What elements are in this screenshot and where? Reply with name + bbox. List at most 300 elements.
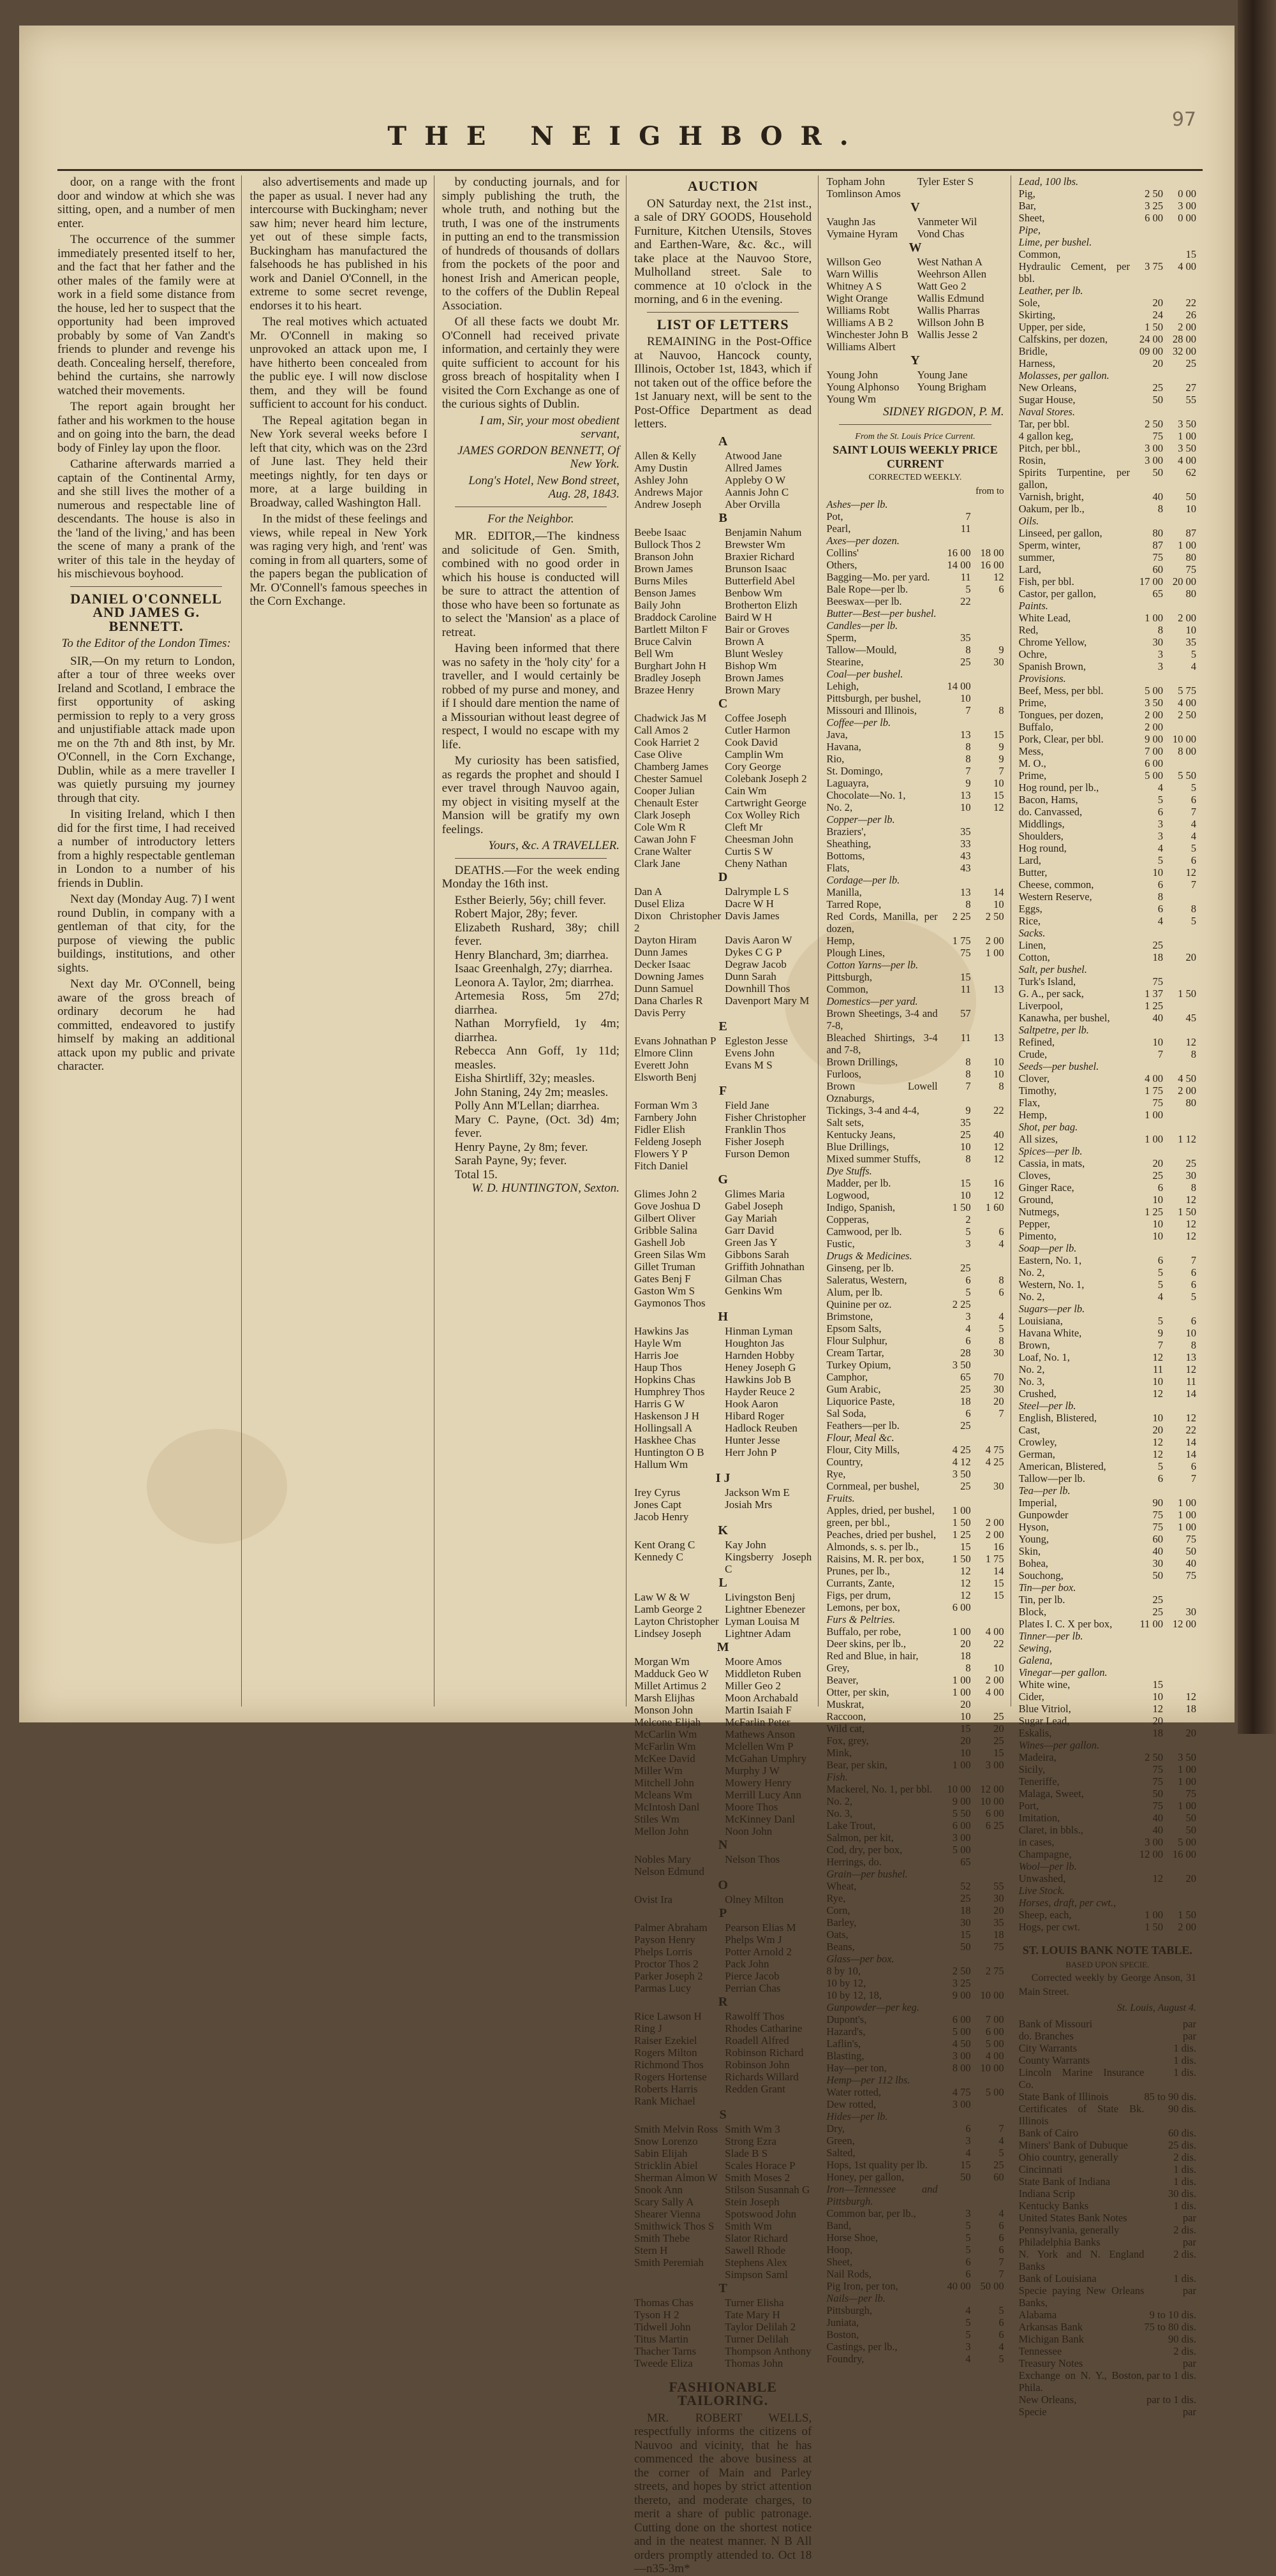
price-row xyxy=(826,1371,1004,1383)
letter-entry xyxy=(634,2269,721,2281)
price-item: Loaf, No. 1, xyxy=(1018,1351,1070,1363)
columns-container xyxy=(57,175,1203,2575)
tailoring-heading: FASHIONABLE TAILORING. xyxy=(669,2378,777,2408)
price-value xyxy=(1163,224,1196,236)
price-row xyxy=(826,1625,1004,1638)
price-item: Timothy, xyxy=(1018,1084,1057,1097)
price-item: Nail Rods, xyxy=(826,2268,872,2280)
letter-entry: Kennedy C xyxy=(634,1550,683,1563)
price-row xyxy=(1019,1363,1196,1375)
price-value: 10 xyxy=(993,1056,1004,1068)
price-item: Liverpool, xyxy=(1018,1000,1063,1012)
letter-entry: Hawkins Jas xyxy=(634,1324,689,1337)
price-item: Tar, per bbl. xyxy=(1018,418,1070,430)
price-value xyxy=(1163,1678,1196,1691)
price-row xyxy=(1019,1291,1196,1303)
price-value: 30 xyxy=(993,656,1004,668)
price-item: Bohea, xyxy=(1018,1557,1048,1569)
price-item: Beeswax—per lb. xyxy=(826,595,902,607)
price-row xyxy=(1019,551,1196,563)
price-value: 8 xyxy=(998,704,1004,716)
price-row xyxy=(1019,1060,1196,1072)
price-value: 4 xyxy=(1191,830,1196,842)
letter-entry: Sherman Almon W xyxy=(634,2171,718,2184)
price-value xyxy=(1163,406,1196,418)
price-item: Imitation, xyxy=(1018,1812,1060,1824)
price-row xyxy=(1019,939,1196,951)
letter-entry: Mathews Anson xyxy=(725,1728,796,1740)
bank-rate: 1 dis. xyxy=(1173,2175,1196,2187)
letter-entry: Andrew Joseph xyxy=(634,498,702,510)
tailoring-text: MR. ROBERT WELLS, respectfully informs the citizens of Nauvoo and vicinity, that he has commenced the above business at the corner of Main and Parley streets, and hopes by strict attention thereto, and moderate charges, to merit a share of public patronage. Cutting done on the shortest notice and in the neatest manner. N B All orders promptly attended to. Oct 18—n35-3m* xyxy=(634,2411,812,2575)
price-value xyxy=(1130,1400,1163,1412)
price-row xyxy=(1019,1048,1196,1060)
price-value: 25 xyxy=(1152,1169,1163,1181)
bank-row xyxy=(1019,2066,1196,2091)
price-value: 4 xyxy=(965,2304,971,2316)
letter-entry: Dacre W H xyxy=(725,897,774,910)
death-entry: Henry Payne, 2y 8m; fever. xyxy=(454,1140,588,1154)
price-row xyxy=(1019,903,1196,915)
price-row xyxy=(1019,745,1196,757)
price-value: 12 xyxy=(1185,1194,1196,1206)
bank-name: Arkansas Bank xyxy=(1018,2320,1083,2333)
price-row xyxy=(1019,1206,1196,1218)
letter-entry: Appleby O W xyxy=(725,473,786,486)
price-row xyxy=(1019,1436,1196,1448)
price-row xyxy=(1019,1145,1196,1157)
price-value: 13 xyxy=(960,729,971,741)
price-item: Oakum, per lb., xyxy=(1018,503,1085,515)
price-row xyxy=(826,729,1004,741)
price-value: 22 xyxy=(1185,1424,1196,1436)
price-value: 6 xyxy=(965,1407,971,1419)
column-4 xyxy=(634,175,819,2575)
price-item: Castings, per lb., xyxy=(826,2341,898,2353)
price-item: Brown Lowell Oznaburgs, xyxy=(826,1080,938,1104)
letter-entry: Mcleans Wm xyxy=(634,1788,692,1801)
bank-row xyxy=(1019,2236,1196,2248)
price-row xyxy=(1019,1703,1196,1715)
price-row xyxy=(1019,1678,1196,1691)
price-row xyxy=(826,2256,1004,2268)
price-value: 4 00 xyxy=(985,1686,1004,1698)
price-value: 20 xyxy=(960,1638,971,1650)
price-value: 9 xyxy=(998,644,1004,656)
letter-entry: Jackson Wm E xyxy=(725,1486,790,1499)
price-value: 6 xyxy=(1191,1315,1196,1327)
letter-entry: Evans M S xyxy=(725,1058,773,1071)
price-row xyxy=(1019,830,1196,842)
price-value: 1 25 xyxy=(952,1529,971,1541)
price-row xyxy=(1019,1836,1196,1848)
price-item: Middlings, xyxy=(1018,818,1065,830)
price-value: 1 00 xyxy=(1145,612,1163,624)
letter-index-heading: W xyxy=(909,241,922,255)
price-value: 5 xyxy=(1191,781,1196,794)
letter-paragraph: Next day Mr. O'Connell, being aware of the gross breach of ordinary decorum he had committed, endeavored to justify himself by making an additional attack upon my public and private character. xyxy=(57,977,235,1073)
price-value: 28 xyxy=(960,1347,971,1359)
price-value: 7 xyxy=(998,1407,1004,1419)
column-3 xyxy=(442,175,627,1706)
price-row xyxy=(1019,1521,1196,1533)
price-item: Stearine, xyxy=(826,656,864,668)
bank-row xyxy=(1019,2272,1196,2284)
price-row xyxy=(826,1722,1004,1735)
letter-entry: Stern H xyxy=(634,2244,668,2256)
letter-entry: Cory George xyxy=(725,760,782,773)
price-value: 1 00 xyxy=(1178,1521,1196,1533)
price-row xyxy=(826,1686,1004,1698)
price-value: 32 00 xyxy=(1172,345,1196,357)
price-row xyxy=(1019,648,1196,660)
price-value: 1 00 xyxy=(1178,1775,1196,1788)
price-item: Pig Iron, per ton, xyxy=(826,2280,898,2292)
letter-entry: Griffith Johnathan xyxy=(725,1260,805,1273)
price-value: 5 xyxy=(1191,1291,1196,1303)
story-paragraphs xyxy=(57,175,235,581)
price-item: Furs & Peltries. xyxy=(826,1613,896,1625)
price-value: 25 xyxy=(960,1383,971,1395)
letter-entry: Dusel Eliza xyxy=(634,897,685,910)
price-row xyxy=(1019,575,1196,588)
letter-entry: Brunson Isaac xyxy=(725,562,787,575)
price-value: 10 xyxy=(960,1747,971,1759)
price-value: 43 xyxy=(960,850,971,862)
price-value: 8 xyxy=(1191,903,1196,915)
letter-entry: Hunter Jesse xyxy=(725,1433,780,1446)
price-row xyxy=(826,2328,1004,2341)
bank-rate: par xyxy=(1182,2357,1196,2369)
letter-entry: Bruce Calvin xyxy=(634,635,692,648)
price-row xyxy=(826,510,1004,522)
price-value: 9 00 xyxy=(952,1989,971,2001)
price-value xyxy=(971,607,1004,619)
letter-entry: Everett John xyxy=(634,1058,689,1071)
letter-entry: Smith Wm 3 xyxy=(725,2122,780,2135)
price-item: Crowley, xyxy=(1018,1436,1057,1448)
price-value: 6 25 xyxy=(985,1819,1004,1832)
price-value xyxy=(971,522,1004,535)
price-value: 65 xyxy=(960,1856,971,1868)
price-value: 50 xyxy=(960,1941,971,1953)
letter-entry: Moore Thos xyxy=(725,1800,778,1813)
letters-heading: LIST OF LETTERS xyxy=(657,316,789,332)
price-value: 18 xyxy=(960,1395,971,1407)
letter-index-heading: F xyxy=(719,1083,727,1098)
price-value: 3 00 xyxy=(1145,442,1163,454)
price-value: 4 50 xyxy=(1178,1072,1196,1084)
price-item: Flats, xyxy=(826,862,850,874)
letter-entry: Heney Joseph G xyxy=(725,1361,796,1373)
letter-entry: Rawolff Thos xyxy=(725,2010,785,2022)
price-value xyxy=(1130,1654,1163,1666)
price-item: Grain—per bushel. xyxy=(826,1868,908,1880)
price-value: 65 xyxy=(1152,588,1163,600)
price-row xyxy=(826,607,1004,619)
price-row xyxy=(1019,1157,1196,1169)
price-row xyxy=(1019,527,1196,539)
price-row xyxy=(1019,188,1196,200)
letter-entry: Kingsberry Joseph C xyxy=(725,1550,812,1575)
price-value: 75 xyxy=(1152,975,1163,988)
price-value: 10 xyxy=(1185,503,1196,515)
price-value: 4 75 xyxy=(952,2086,971,2098)
article-subheading: To the Editor of the London Times: xyxy=(61,637,231,650)
price-value: 13 xyxy=(993,983,1004,995)
price-value xyxy=(971,813,1004,825)
price-value: 20 xyxy=(960,1735,971,1747)
separator xyxy=(70,586,222,587)
price-value: 3 00 xyxy=(952,1832,971,1844)
letter-entry: Gabel Joseph xyxy=(725,1199,783,1212)
price-value xyxy=(1130,1121,1163,1133)
price-value: 10 00 xyxy=(1172,733,1196,745)
price-item: in cases, xyxy=(1018,1836,1055,1848)
letter-entry: Gibbons Sarah xyxy=(725,1248,789,1261)
price-value: 3 00 xyxy=(1145,454,1163,466)
price-item: Dew rotted, xyxy=(826,2098,877,2110)
price-value xyxy=(1163,963,1196,975)
price-value: 6 xyxy=(1191,1460,1196,1472)
price-row xyxy=(826,2013,1004,2025)
price-row xyxy=(1019,624,1196,636)
price-row xyxy=(1019,1569,1196,1581)
price-value: 13 xyxy=(960,886,971,898)
price-value: 30 xyxy=(1152,1557,1163,1569)
letter-entry: Hook Aaron xyxy=(725,1397,778,1410)
price-value: 5 xyxy=(1191,915,1196,927)
price-row xyxy=(826,825,1004,838)
traveller-letter xyxy=(442,529,619,836)
price-item: Rye, xyxy=(826,1468,846,1480)
price-value xyxy=(971,1419,1004,1432)
price-value xyxy=(1163,939,1196,951)
price-row xyxy=(826,1165,1004,1177)
price-item: Sperm, xyxy=(826,632,857,644)
letter-entry: Miller Wm xyxy=(634,1764,683,1777)
price-value: 12 xyxy=(1185,1218,1196,1230)
price-value: 15 xyxy=(960,1722,971,1735)
letter-entry: Cawan John F xyxy=(634,833,697,845)
price-row xyxy=(826,947,1004,959)
price-value: 8 xyxy=(1191,1181,1196,1194)
letter-paragraph: also advertisements and made up the paper as usual. I never had any intercourse with Buckingham; never saw him; never heard him lecture, yet out of these simple facts, Buckingham has manufactured the falsehoods he has published in his work and Daniel O'Connell, in the extreme to some secret revenge, endorses it to his heart. xyxy=(249,175,427,313)
price-row xyxy=(826,2110,1004,2122)
price-value: 1 00 xyxy=(1178,1763,1196,1775)
price-row xyxy=(826,535,1004,547)
price-row xyxy=(1019,866,1196,878)
price-row xyxy=(826,1177,1004,1189)
letter-entry: Braxier Richard xyxy=(725,550,795,563)
price-item: Brown, xyxy=(1018,1339,1050,1351)
price-item: Horse Shoe, xyxy=(826,2232,878,2244)
price-item: Seeds—per bushel. xyxy=(1018,1060,1099,1072)
letter-entry: Gay Mariah xyxy=(725,1211,777,1224)
price-item: Hog round, xyxy=(1018,842,1067,854)
price-item: Plates I. C. X per box, xyxy=(1018,1618,1113,1630)
letter-entry: Franklin Thos xyxy=(725,1123,786,1136)
price-item: Cotton, xyxy=(1018,951,1050,963)
price-value: 16 00 xyxy=(947,547,971,559)
price-value: 70 xyxy=(993,1371,1004,1383)
bank-rate: 1 dis. xyxy=(1173,2163,1196,2175)
letter-entry: Benjamin Nahum xyxy=(725,526,802,538)
bank-name: City Warrants xyxy=(1018,2041,1078,2054)
price-item: Blue Drillings, xyxy=(826,1141,889,1153)
price-value: 7 00 xyxy=(1145,745,1163,757)
price-value xyxy=(1130,1884,1163,1897)
letter-entry: Evens John xyxy=(725,1046,775,1059)
bank-row xyxy=(1019,2200,1196,2212)
price-value: 4 75 xyxy=(985,1444,1004,1456)
price-row xyxy=(826,1747,1004,1759)
price-value: 6 xyxy=(1157,1254,1163,1266)
price-row xyxy=(826,1904,1004,1916)
price-item: Common bar, per lb., xyxy=(826,2207,916,2219)
letter-entry: Pearson Elias M xyxy=(725,1921,796,1934)
price-item: Indigo, Spanish, xyxy=(826,1201,896,1213)
price-item: Horses, draft, per cwt., xyxy=(1018,1897,1116,1909)
price-row xyxy=(1019,733,1196,745)
letter-entry: Green Jas Y xyxy=(725,1236,778,1248)
price-item: Vinegar—per gallon. xyxy=(1018,1666,1108,1678)
bank-note-sub: BASED UPON SPECIE. xyxy=(1065,1959,1150,1969)
letter-entry: Rhodes Catharine xyxy=(725,2022,803,2034)
price-row xyxy=(826,1953,1004,1965)
letter-entry: Dalrymple L S xyxy=(725,885,789,898)
letter-entry: Livingston Benj xyxy=(725,1590,796,1603)
price-row xyxy=(1019,345,1196,357)
price-value: 7 xyxy=(965,704,971,716)
price-value xyxy=(938,498,971,510)
price-row xyxy=(1019,988,1196,1000)
price-item: Coffee—per lb. xyxy=(826,716,891,729)
death-entry: Polly Ann M'Lellan; diarrhea. xyxy=(454,1099,600,1113)
price-item: Mackerel, No. 1, per bbl. xyxy=(826,1783,933,1795)
death-entry: Elizabeth Rushard, 38y; chill fever. xyxy=(454,921,619,948)
letter-entry: Field Jane xyxy=(725,1099,769,1111)
death-entry: Sarah Payne, 9y; fever. xyxy=(454,1154,567,1167)
price-value xyxy=(1130,369,1163,381)
bank-row xyxy=(1019,2369,1196,2394)
price-value: 75 xyxy=(1152,1509,1163,1521)
price-row xyxy=(826,862,1004,874)
price-value: 18 xyxy=(960,1904,971,1916)
price-value xyxy=(1163,1666,1196,1678)
price-row xyxy=(1019,224,1196,236)
price-item: 4 gallon keg, xyxy=(1018,430,1074,442)
price-item: Red Cords, Manilla, per dozen, xyxy=(826,910,938,935)
letter-entry: Wight Orange xyxy=(826,292,888,304)
price-item: Bale Rope—per lb. xyxy=(826,583,909,595)
price-value: 87 xyxy=(1152,539,1163,551)
letter-index-heading: C xyxy=(718,696,728,711)
bank-row xyxy=(1019,2030,1196,2042)
letter-entry: Weehrson Allen xyxy=(917,268,987,280)
price-value: 5 00 xyxy=(1145,685,1163,697)
price-value xyxy=(1163,515,1196,527)
price-row xyxy=(1019,394,1196,406)
price-row xyxy=(1019,1812,1196,1824)
price-value xyxy=(971,1771,1004,1783)
price-item: Raisins, M. R. per box, xyxy=(826,1553,924,1565)
letter-entry xyxy=(725,2095,812,2107)
price-item: Mixed summer Stuffs, xyxy=(826,1153,921,1165)
price-row xyxy=(1019,721,1196,733)
price-value: 5 00 xyxy=(1178,1836,1196,1848)
price-row xyxy=(1019,1266,1196,1278)
price-item: Sewing, xyxy=(1018,1642,1052,1654)
price-item: Quinine per oz. xyxy=(826,1298,892,1310)
price-row xyxy=(1019,333,1196,345)
price-row xyxy=(1019,418,1196,430)
letter-entry: Davis Perry xyxy=(634,1006,686,1019)
price-row xyxy=(1019,975,1196,988)
bank-row xyxy=(1019,2103,1196,2127)
price-value xyxy=(971,971,1004,983)
price-value: 20 xyxy=(1185,951,1196,963)
article-heading-oconnell: DANIEL O'CONNELL AND JAMES G. BENNETT. xyxy=(70,590,223,634)
price-value: 9 00 xyxy=(952,1795,971,1807)
price-item: Sicily, xyxy=(1018,1763,1046,1775)
letter-entry: Murphy J W xyxy=(725,1764,780,1777)
letter-entry: Thacher Tarns xyxy=(634,2344,697,2357)
price-value: 10 xyxy=(1152,1036,1163,1048)
price-row xyxy=(1019,660,1196,672)
price-row xyxy=(826,2001,1004,2013)
price-row xyxy=(1019,1533,1196,1545)
price-value: 4 xyxy=(1157,842,1163,854)
price-item: Braziers', xyxy=(826,825,866,838)
price-value xyxy=(971,1213,1004,1225)
price-value: 6 00 xyxy=(985,1807,1004,1819)
price-item: Brimstone, xyxy=(826,1310,873,1322)
price-value: 30 xyxy=(993,1383,1004,1395)
price-item: Iron—Tennessee and Pittsburgh. xyxy=(826,2183,938,2207)
price-row xyxy=(826,704,1004,716)
price-item: Chrome Yellow, xyxy=(1018,636,1087,648)
price-item: Imperial, xyxy=(1018,1497,1057,1509)
letter-index-heading: Y xyxy=(910,353,920,367)
price-item: Candles—per lb. xyxy=(826,619,898,632)
price-row xyxy=(826,1274,1004,1286)
price-value: 12 xyxy=(993,1189,1004,1201)
price-item: No. 2, xyxy=(826,801,853,813)
letter-entry: Degraw Jacob xyxy=(725,958,787,970)
price-value xyxy=(971,498,1004,510)
price-row xyxy=(1019,636,1196,648)
letter-entry: Fidler Elish xyxy=(634,1123,685,1136)
letter-entry: Vanmeter Wil xyxy=(917,216,977,228)
price-value: 6 00 xyxy=(1145,212,1163,224)
story-paragraph: The occurrence of the summer immediately presented itself to her, and the fact that her father and the other males of the family were at work in a field some distance from the house, led her to suspect that the opportunity had been improved probably by some of Van Zandt's friends to plunder and revenge his death. Concealing herself, therefore, behind the curtains, she narrowly watched their movements. xyxy=(57,233,235,397)
price-value: 6 xyxy=(1191,1266,1196,1278)
price-row xyxy=(1019,1460,1196,1472)
price-item: Liquorice Paste, xyxy=(826,1395,895,1407)
letter-entry: Hayder Reuce 2 xyxy=(725,1385,795,1398)
bank-rate: par xyxy=(1182,2284,1196,2297)
price-row xyxy=(1019,697,1196,709)
letter-entry: Allred James xyxy=(725,461,782,474)
letter-entry: Moon Archabald xyxy=(725,1691,798,1704)
letter-entry: Gove Joshua D xyxy=(634,1199,701,1212)
death-entry: Mary C. Payne, (Oct. 3d) 4m; fever. xyxy=(454,1113,619,1140)
price-row xyxy=(826,1832,1004,1844)
price-row xyxy=(826,1335,1004,1347)
price-row xyxy=(826,1771,1004,1783)
traveller-paragraph: MR. EDITOR,—The kindness and solicitude of Gen. Smith, combined with no good order in which his house is conducted will be sure to attract the attention of those who have been so fortunate as to select the 'Mansion' as a place of retreat. xyxy=(441,529,619,639)
